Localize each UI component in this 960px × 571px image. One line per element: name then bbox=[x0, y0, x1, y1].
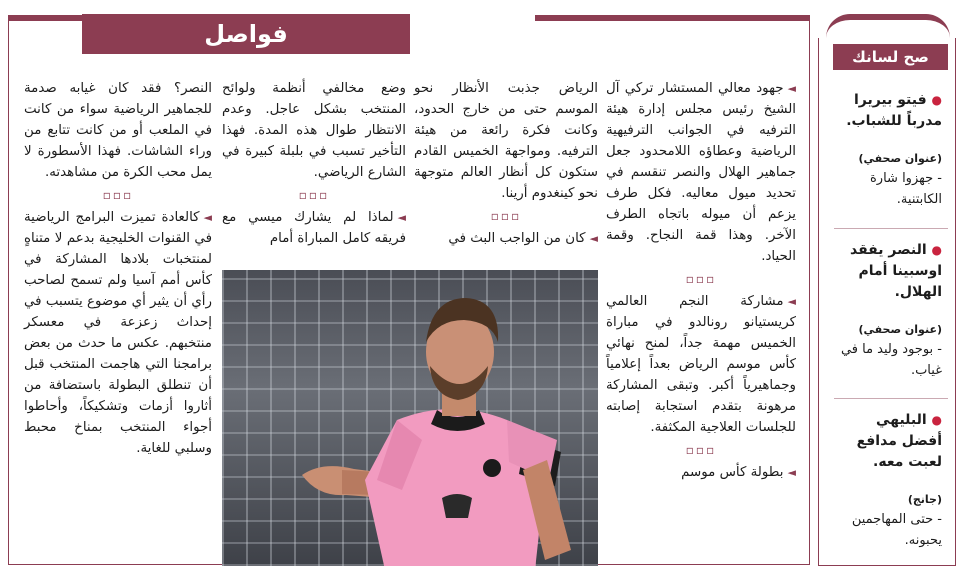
paragraph: الرياض جذبت الأنظار نحو الموسم حتى من خارج الحدود، وكانت فكرة رائعة من هيئة الترفيه. ومواجهة الخميس القادم ستكون كل أنظار العالم متوجهة نحو كينغدوم أرينا. bbox=[414, 81, 598, 201]
column-3 bbox=[222, 78, 406, 249]
paragraph: وضع مخالفي أنظمة ولوائح المنتخب بشكل عاجل. وعدم الانتظار طوال هذه المدة. فهذا التأخير تسبب في بلبلة كبيرة في الشارع الرياضي. bbox=[222, 81, 406, 180]
sidebar-item bbox=[832, 90, 942, 210]
sidebar-divider bbox=[834, 398, 948, 399]
separator: ▫▫▫ bbox=[490, 209, 522, 223]
paragraph: ◄لماذا لم يشارك ميسي مع فريقه كامل المباراة أمام bbox=[222, 210, 406, 246]
sidebar-source: (جانج) bbox=[907, 493, 942, 506]
sidebar-header: صح لسانك bbox=[833, 44, 948, 70]
sidebar-quote: - جهزوا شارة الكابتنية. bbox=[870, 171, 942, 207]
sidebar-arch bbox=[826, 14, 950, 38]
sidebar-quote: - حتى المهاجمين يحبونه. bbox=[851, 512, 942, 548]
column-1 bbox=[606, 78, 796, 483]
dot-icon: ● bbox=[931, 93, 942, 107]
paragraph: ◄كان من الواجب البث في bbox=[448, 231, 598, 246]
bullet-icon: ◄ bbox=[787, 466, 796, 479]
sidebar-headline: ● النصر يفقد اوسبينا أمام الهلال. bbox=[849, 242, 942, 300]
sidebar-source: (عنوان صحفي) bbox=[858, 152, 942, 165]
dot-icon: ● bbox=[931, 413, 942, 427]
player-figure bbox=[222, 270, 598, 566]
paragraph: ◄كالعادة تميزت البرامج الرياضية في القنوات الخليجية بدعم لا متناهٍ لمنتخبات بلادها المشاركة في كأس أمم آسيا ولم تسمح لصاحب رأي أن يثير أي موضوع يتسبب في إحداث زعزعة في معسكر منتخبهم. عكس ما حدث من بعض برامجنا التي هاجمت المنتخب قبل أن تنطلق البطولة باستضافة من أثاروا أزمات وتشكيكاً، وأحاطوا أجواء المنتخب بمناخ محبط وسلبي للغاية. bbox=[24, 210, 212, 456]
separator: ▫▫▫ bbox=[685, 443, 717, 457]
column-2 bbox=[414, 78, 598, 249]
frame-top-rule-left bbox=[8, 15, 82, 21]
column-4 bbox=[24, 78, 212, 459]
paragraph: ◄بطولة كأس موسم bbox=[681, 465, 796, 480]
sidebar-headline: ● البليهي أفضل مدافع لعبت معه. bbox=[856, 412, 942, 470]
bullet-icon: ◄ bbox=[397, 211, 406, 224]
sidebar-item bbox=[832, 410, 942, 551]
section-banner: فواصل bbox=[82, 14, 410, 54]
sidebar-headline: ● فيتو بيريرا مدرباً للشباب. bbox=[846, 92, 942, 129]
frame-top-rule-right bbox=[535, 15, 810, 21]
sidebar-item bbox=[832, 240, 942, 381]
player-photo bbox=[222, 270, 598, 566]
bullet-icon: ◄ bbox=[203, 211, 212, 224]
sidebar-quote: - بوجود وليد ما في غياب. bbox=[840, 342, 942, 378]
dot-icon: ● bbox=[931, 243, 942, 257]
separator: ▫▫▫ bbox=[685, 272, 717, 286]
paragraph: ◄مشاركة النجم العالمي كريستيانو رونالدو في مباراة الخميس مهمة جداً، لمنح نهائي كأس موسم الرياض بعداً إعلامياً وجماهيرياً أكبر. وتبقى المشاركة مرهونة بتقدم استجابة إصابته للجلسات العلاجية المكثفة. bbox=[606, 294, 796, 435]
bullet-icon: ◄ bbox=[589, 232, 598, 245]
paragraph: النصر؟ فقد كان غيابه صدمة للجماهير الرياضية سواء من كانت في الملعب أو من كانت تتابع من وراء الشاشات. فهذا الأسطورة لا يمل محب الكرة من مشاهدته. bbox=[24, 81, 212, 180]
sidebar-divider bbox=[834, 228, 948, 229]
separator: ▫▫▫ bbox=[298, 188, 330, 202]
sidebar-source: (عنوان صحفي) bbox=[858, 323, 942, 336]
bullet-icon: ◄ bbox=[787, 82, 796, 95]
separator: ▫▫▫ bbox=[102, 188, 134, 202]
paragraph: ◄جهود معالي المستشار تركي آل الشيخ رئيس مجلس إدارة هيئة الترفيه في الجوانب الترفيهية الرياضية وعطاؤه اللامحدود جعل جماهير الهلال والنصر تنقسم في تحديد ميول معاليه. فكل طرف يزعم أن ميوله باتجاه الطرف الآخر. وهذا قمة النجاح. وقمة الحياد. bbox=[606, 81, 796, 264]
bullet-icon: ◄ bbox=[787, 295, 796, 308]
